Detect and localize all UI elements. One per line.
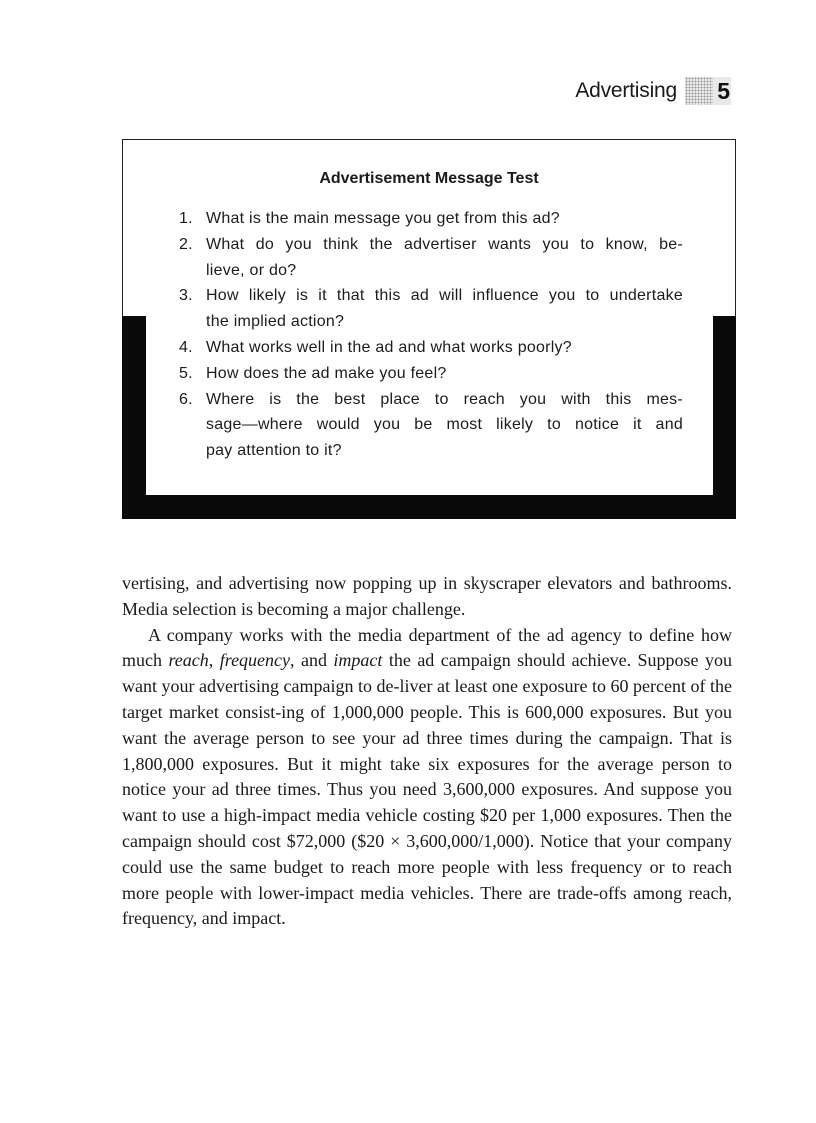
question-number: 1. bbox=[179, 210, 193, 227]
body-text bbox=[122, 571, 732, 932]
term-frequency: frequency bbox=[219, 650, 291, 671]
question-text-line: sage—where would you be most likely to notice it and bbox=[206, 416, 683, 434]
chapter-tab bbox=[685, 77, 731, 105]
running-header bbox=[575, 76, 731, 106]
question-text-line: What is the main message you get from this ad? bbox=[206, 210, 560, 227]
question-number: 6. bbox=[179, 390, 193, 408]
question-number: 3. bbox=[179, 287, 193, 305]
body-text-run: , bbox=[208, 650, 220, 671]
question-number: 5. bbox=[179, 364, 193, 382]
term-impact: impact bbox=[333, 650, 383, 671]
body-text-run: A company works with the media department of the ad agency to define how much bbox=[122, 624, 732, 671]
question-item bbox=[175, 232, 683, 284]
question-number: 2. bbox=[179, 235, 193, 253]
body-text-run: , and bbox=[290, 650, 334, 671]
question-item bbox=[175, 206, 683, 232]
question-text-line: Where is the best place to reach you with this mes- bbox=[206, 390, 683, 408]
running-header-title: Advertising bbox=[575, 79, 677, 102]
question-text-line: How does the ad make you feel? bbox=[206, 364, 447, 382]
body-paragraph: vertising, and advertising now popping up in skyscraper elevators and bathrooms. Media selection is becoming a major challenge. bbox=[122, 573, 732, 619]
body-text-run: the ad campaign should achieve. Suppose you want your advertising campaign to de-liver at least one exposure to 60 percent of the target market consist-ing of 1,000,000 people. This is 600,000 exposures. But you want the average person to see your ad three times during the campaign. That is 1,800,000 exposures. But it might take six exposures for the average person to notice your ad three times. Thus you need 3,600,000 exposures. And suppose you want to use a high-impact media vehicle costing $20 per 1,000 exposures. Then the campaign should cost $72,000 ($20 × 3,600,000/1,000). Notice that your company could use the same budget to reach more people with less frequency or to reach more people with lower-impact media vehicles. There are trade-offs among reach, frequency, and impact. bbox=[122, 650, 732, 929]
question-text-line: How likely is it that this ad will influence you to undertake bbox=[206, 287, 683, 305]
question-list bbox=[175, 206, 683, 464]
question-text-line: pay attention to it? bbox=[206, 442, 342, 460]
question-number: 4. bbox=[179, 338, 193, 356]
chapter-number: 5 bbox=[713, 77, 731, 105]
question-item bbox=[175, 335, 683, 361]
question-text-line: What works well in the ad and what works poorly? bbox=[206, 338, 572, 356]
question-text-line: the implied action? bbox=[206, 313, 345, 331]
question-item bbox=[175, 283, 683, 335]
sidebar-box bbox=[123, 140, 735, 495]
body-paragraph bbox=[122, 623, 732, 933]
question-text-line: lieve, or do? bbox=[206, 261, 297, 279]
question-item bbox=[175, 361, 683, 387]
question-text-line: What do you think the advertiser wants you to know, be- bbox=[206, 235, 683, 253]
sidebar-box-title: Advertisement Message Test bbox=[319, 170, 539, 187]
question-item bbox=[175, 387, 683, 464]
term-reach: reach bbox=[168, 650, 209, 671]
